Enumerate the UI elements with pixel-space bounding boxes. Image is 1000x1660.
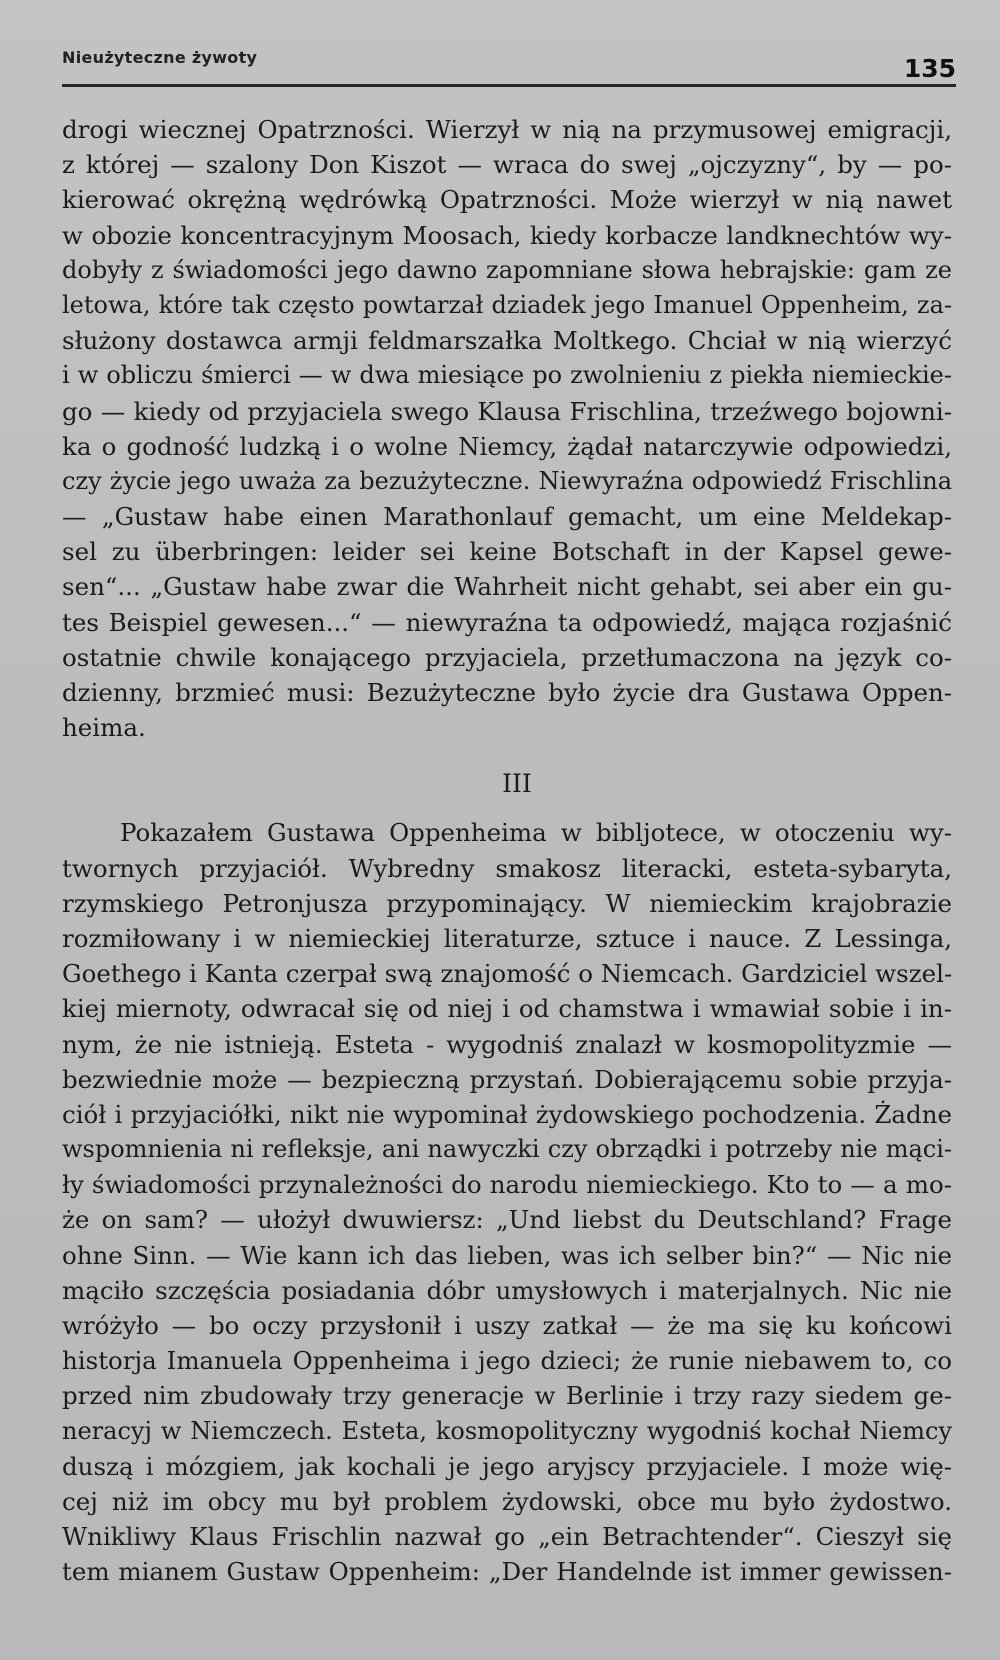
text-line: — „Gustaw habe einen Marathonlauf gemacht, um eine Meldekap- [62,502,952,532]
body-text [62,112,952,1590]
text-line: służony dostawca armji feldmarszałka Moltkego. Chciał w nią wierzyć [62,326,952,356]
paragraph-2 [62,815,952,1589]
text-line: kierować okrężną wędrówką Opatrzności. Może wierzył w nią nawet [62,185,952,215]
text-line: sel zu überbringen: leider sei keine Botschaft in der Kapsel gewe- [62,537,952,567]
text-line: kiej miernoty, odwracał się od niej i od chamstwa i wmawiał sobie i in- [62,994,952,1024]
text-line: i w obliczu śmierci — w dwa miesiące po zwolnieniu z piekła niemieckie- [62,361,952,390]
text-line: drogi wiecznej Opatrzności. Wierzył w nią na przymusowej emigracji, [62,115,952,144]
text-line: w obozie koncentracyjnym Moosach, kiedy korbacze landknechtów wy- [62,220,952,250]
text-line: heima. [62,713,146,743]
text-line: sen“... „Gustaw habe zwar die Wahrheit nicht gehabt, sei aber ein gu- [62,572,952,602]
paragraph-1 [62,112,952,745]
text-line: letowa, które tak często powtarzał dziadek jego Imanuel Oppenheim, za- [62,290,952,319]
text-line: wróżyło — bo oczy przysłonił i uszy zatkał — że ma się ku końcowi [62,1311,952,1340]
text-line: rzymskiego Petronjusza przypominający. W niemieckim krajobrazie [62,888,952,918]
text-line: ły świadomości przynależności do narodu niemieckiego. Kto to — a mo- [62,1170,952,1200]
text-line: cej niż im obcy mu był problem żydowski, obce mu było żydostwo. [62,1486,952,1516]
text-line: Wnikliwy Klaus Frischlin nazwał go „ein Betrachtender“. Cieszył się [62,1522,952,1552]
text-line: ciół i przyjaciółki, nikt nie wypominał żydowskiego pochodzenia. Żadne [62,1099,952,1129]
text-line: twornych przyjaciół. Wybredny smakosz literacki, esteta-sybaryta, [62,853,952,883]
text-line: duszą i mózgiem, jak kochali je jego aryjscy przyjaciele. I może wię- [62,1451,952,1481]
text-line: dobyły z świadomości jego dawno zapomniane słowa hebrajskie: gam ze [62,255,952,284]
section-number: III [502,769,532,799]
text-line: Pokazałem Gustawa Oppenheima w bibljotece, w otoczeniu wy- [120,818,952,848]
text-line: z której — szalony Don Kiszot — wraca do swej „ojczyzny“, by — po- [62,150,952,180]
page-number: 135 [903,54,956,83]
text-line: dzienny, brzmieć musi: Bezużyteczne było życie dra Gustawa Oppen- [62,678,952,707]
text-line: tem mianem Gustaw Oppenheim: „Der Handelnde ist immer gewissen- [62,1557,952,1587]
text-line: że on sam? — ułożył dwuwiersz: „Und liebst du Deutschland? Frage [62,1205,952,1235]
text-line: ostatnie chwile konającego przyjaciela, przetłumaczona na język co- [62,642,952,672]
text-line: wspomnienia ni refleksje, ani nawyczki czy obrządki i potrzeby nie mąci- [62,1135,952,1164]
text-line: rozmiłowany i w niemieckiej literaturze, sztuce i nauce. Z Lessinga, [62,923,952,953]
text-line: ka o godność ludzką i o wolne Niemcy, żądał natarczywie odpowiedzi, [62,431,952,461]
text-line: historja Imanuela Oppenheima i jego dzieci; że runie niebawem to, co [62,1346,952,1376]
text-line: go — kiedy od przyjaciela swego Klausa Frischlina, trzeźwego bojowni- [62,396,952,426]
text-line: tes Beispiel gewesen...“ — niewyraźna ta odpowiedź, mająca rozjaśnić [62,607,952,637]
text-line: mąciło szczęścia posiadania dóbr umysłowych i materjalnych. Nic nie [62,1275,952,1305]
text-line: przed nim zbudowały trzy generacje w Berlinie i trzy razy siedem ge- [62,1381,952,1411]
running-head: Nieużyteczne żywoty [62,48,258,67]
text-line: Goethego i Kanta czerpał swą znajomość o Niemcach. Gardziciel wszel- [62,959,953,989]
text-line: ohne Sinn. — Wie kann ich das lieben, was ich selber bin?“ — Nic nie [62,1240,952,1270]
header-rule [62,84,956,87]
text-line: nym, że nie istnieją. Esteta - wygodniś znalazł w kosmopolityzmie — [62,1029,952,1059]
page-header [62,40,956,90]
text-line: czy życie jego uważa za bezużyteczne. Niewyraźna odpowiedź Frischlina [62,466,952,495]
text-line: neracyj w Niemczech. Esteta, kosmopolityczny wygodniś kochał Niemcy [62,1416,952,1445]
text-line: bezwiednie może — bezpieczną przystań. Dobierającemu sobie przyja- [62,1064,952,1094]
